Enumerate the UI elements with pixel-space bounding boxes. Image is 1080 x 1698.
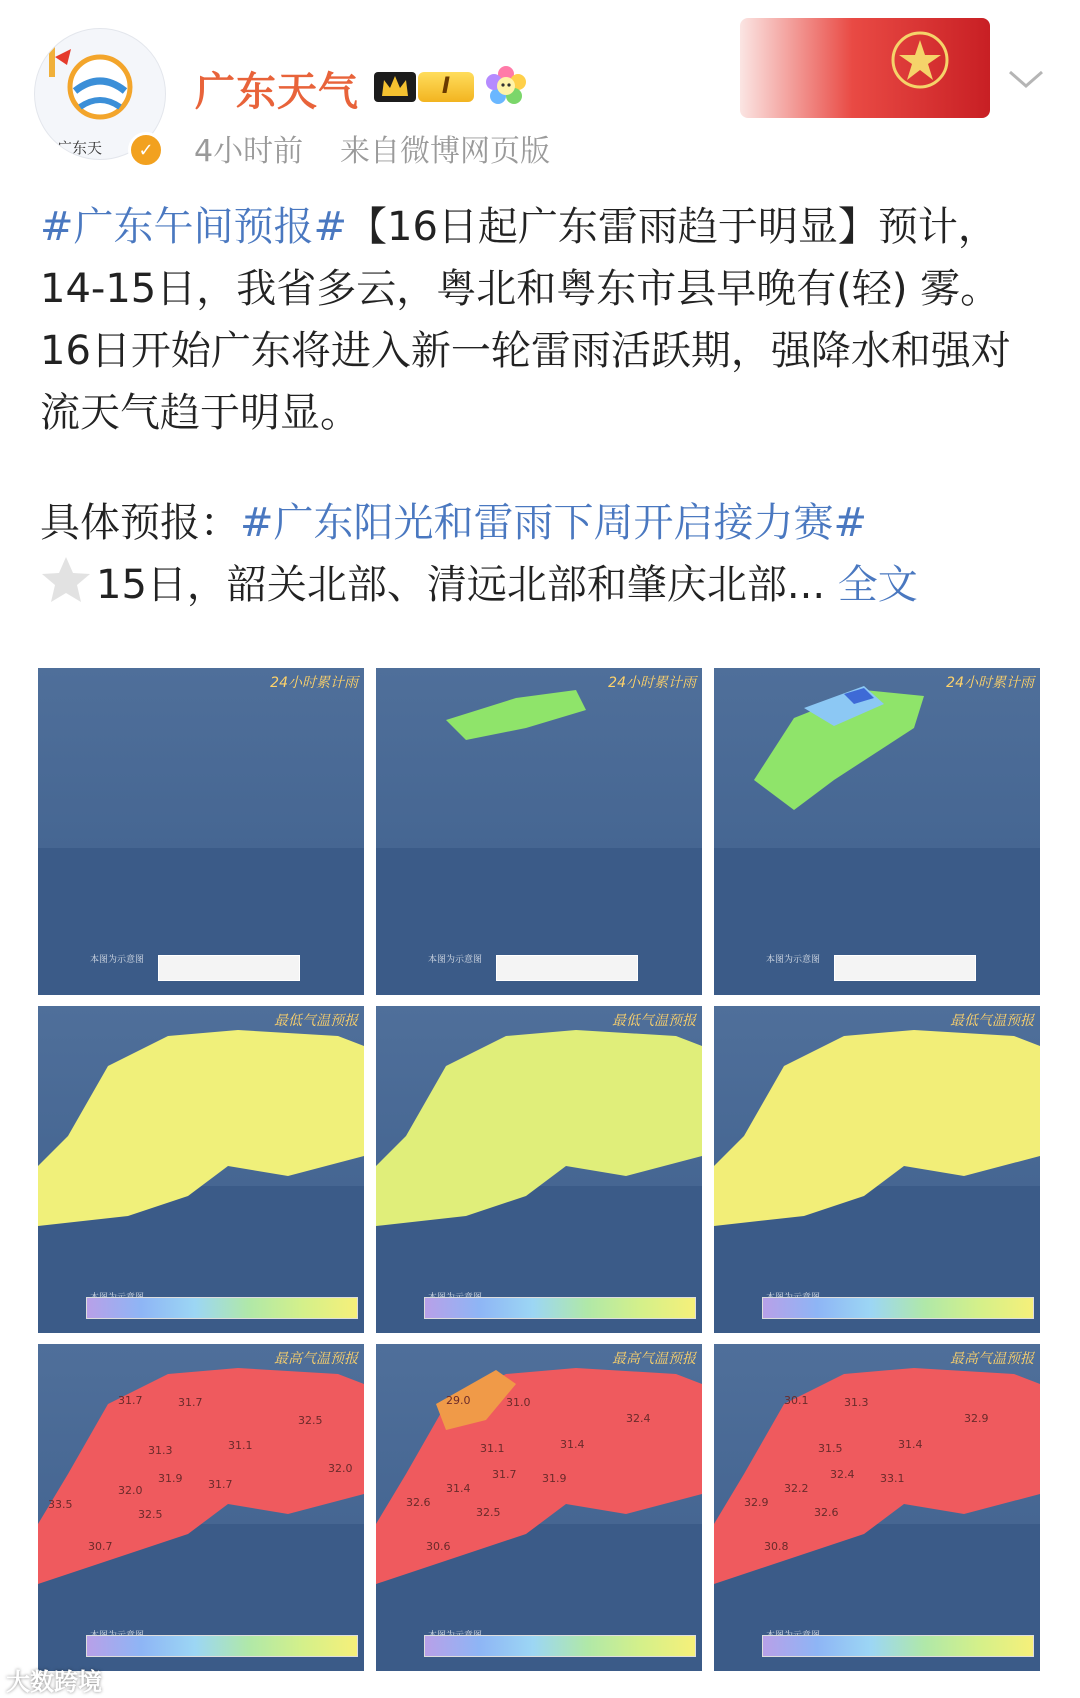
full-text-link[interactable]: 全文 <box>837 562 918 608</box>
map-title: 最低气温预报 <box>274 1013 358 1029</box>
temperature-label: 30.7 <box>88 1540 113 1553</box>
temperature-label: 32.4 <box>830 1468 855 1481</box>
detail-prefix: 具体预报： <box>40 500 240 546</box>
map-legend <box>424 1635 696 1657</box>
temperature-label: 31.4 <box>560 1438 585 1451</box>
temperature-label: 29.0 <box>446 1394 471 1407</box>
temperature-label: 32.9 <box>744 1496 769 1509</box>
hashtag-link[interactable]: #广东阳光和雷雨下周开启接力赛# <box>240 500 868 546</box>
map-tile[interactable] <box>714 668 1040 995</box>
temperature-label: 32.5 <box>476 1506 501 1519</box>
map-legend <box>496 955 638 981</box>
chevron-down-icon[interactable] <box>1006 64 1046 94</box>
temperature-label: 33.1 <box>880 1472 905 1485</box>
temperature-area <box>714 1006 1040 1333</box>
map-legend <box>86 1635 358 1657</box>
flower-badge-icon[interactable] <box>484 64 528 108</box>
temperature-label: 31.1 <box>228 1439 253 1452</box>
post-paragraph <box>40 196 1050 444</box>
map-tile[interactable] <box>376 668 702 995</box>
temperature-label: 31.4 <box>898 1438 923 1451</box>
temperature-label: 31.9 <box>542 1472 567 1485</box>
map-tile[interactable] <box>38 1006 364 1333</box>
watermark: 大数跨境 <box>6 1668 102 1696</box>
temperature-label: 31.3 <box>844 1396 869 1409</box>
temperature-label: 31.5 <box>818 1442 843 1455</box>
map-title: 24小时累计雨 <box>608 675 696 691</box>
map-title: 最低气温预报 <box>950 1013 1034 1029</box>
star-emblem-icon <box>890 30 950 90</box>
temperature-area <box>376 1006 702 1333</box>
post-source[interactable]: 来自微博网页版 <box>340 134 550 169</box>
temperature-label: 31.7 <box>178 1396 203 1409</box>
temperature-label: 31.7 <box>118 1394 143 1407</box>
temperature-label: 31.7 <box>208 1478 233 1491</box>
temperature-label: 32.5 <box>298 1414 323 1427</box>
post-header <box>0 0 1080 180</box>
level-badge[interactable]: I <box>418 72 474 102</box>
map-tile[interactable] <box>714 1344 1040 1671</box>
map-title: 最高气温预报 <box>274 1351 358 1367</box>
map-tile[interactable] <box>376 1344 702 1671</box>
temperature-label: 31.0 <box>506 1396 531 1409</box>
temperature-label: 32.6 <box>814 1506 839 1519</box>
temperature-label: 31.1 <box>480 1442 505 1455</box>
map-legend <box>762 1635 1034 1657</box>
hashtag-link[interactable]: #广东午间预报# <box>40 204 348 250</box>
temperature-label: 30.8 <box>764 1540 789 1553</box>
map-legend <box>424 1297 696 1319</box>
map-title: 最高气温预报 <box>950 1351 1034 1367</box>
post-body <box>40 196 1050 616</box>
temperature-label: 32.5 <box>138 1508 163 1521</box>
temperature-label: 30.1 <box>784 1394 809 1407</box>
map-note: 本图为示意图 <box>428 955 483 965</box>
map-legend <box>834 955 976 981</box>
map-title: 24小时累计雨 <box>946 675 1034 691</box>
map-legend <box>158 955 300 981</box>
map-tile[interactable] <box>38 1344 364 1671</box>
avatar-text: 广东天 <box>57 139 103 157</box>
map-note: 本图为示意图 <box>90 955 145 965</box>
username[interactable]: 广东天气 <box>195 69 359 115</box>
temperature-label: 30.6 <box>426 1540 451 1553</box>
temperature-label: 32.2 <box>784 1482 809 1495</box>
temperature-label: 31.4 <box>446 1482 471 1495</box>
post-title: 【16日起广东雷雨趋于明显】 <box>347 204 878 250</box>
map-tile[interactable] <box>714 1006 1040 1333</box>
temperature-label: 32.4 <box>626 1412 651 1425</box>
temperature-label: 32.9 <box>964 1412 989 1425</box>
star-icon <box>40 554 92 606</box>
map-tile[interactable] <box>38 668 364 995</box>
crown-icon[interactable] <box>372 66 418 106</box>
temperature-area <box>38 1344 364 1671</box>
map-tile[interactable] <box>376 1006 702 1333</box>
temperature-area <box>38 1006 364 1333</box>
temperature-label: 32.0 <box>118 1484 143 1497</box>
map-title: 最高气温预报 <box>612 1351 696 1367</box>
detail-text: 15日，韶关北部、清远北部和肇庆北部... <box>96 562 826 608</box>
post-text: 预计，14-15日，我省多云，粤北和粤东市县早晚有(轻) 雾。16日开始广东将进入新一轮雷雨活跃期，强降水和强对流天气趋于明显。 <box>40 204 1011 436</box>
temperature-label: 31.9 <box>158 1472 183 1485</box>
temperature-label: 33.5 <box>48 1498 73 1511</box>
post-time: 4小时前 <box>194 134 304 169</box>
decorative-banner <box>740 18 990 118</box>
temperature-label: 31.7 <box>492 1468 517 1481</box>
post-detail-paragraph <box>40 492 1050 616</box>
map-legend <box>86 1297 358 1319</box>
map-title: 24小时累计雨 <box>270 675 358 691</box>
map-legend <box>762 1297 1034 1319</box>
map-grid <box>38 668 1042 1671</box>
map-title: 最低气温预报 <box>612 1013 696 1029</box>
temperature-label: 32.6 <box>406 1496 431 1509</box>
map-note: 本图为示意图 <box>766 955 821 965</box>
verified-icon: ✓ <box>128 132 164 168</box>
temperature-label: 31.3 <box>148 1444 173 1457</box>
temperature-label: 32.0 <box>328 1462 353 1475</box>
